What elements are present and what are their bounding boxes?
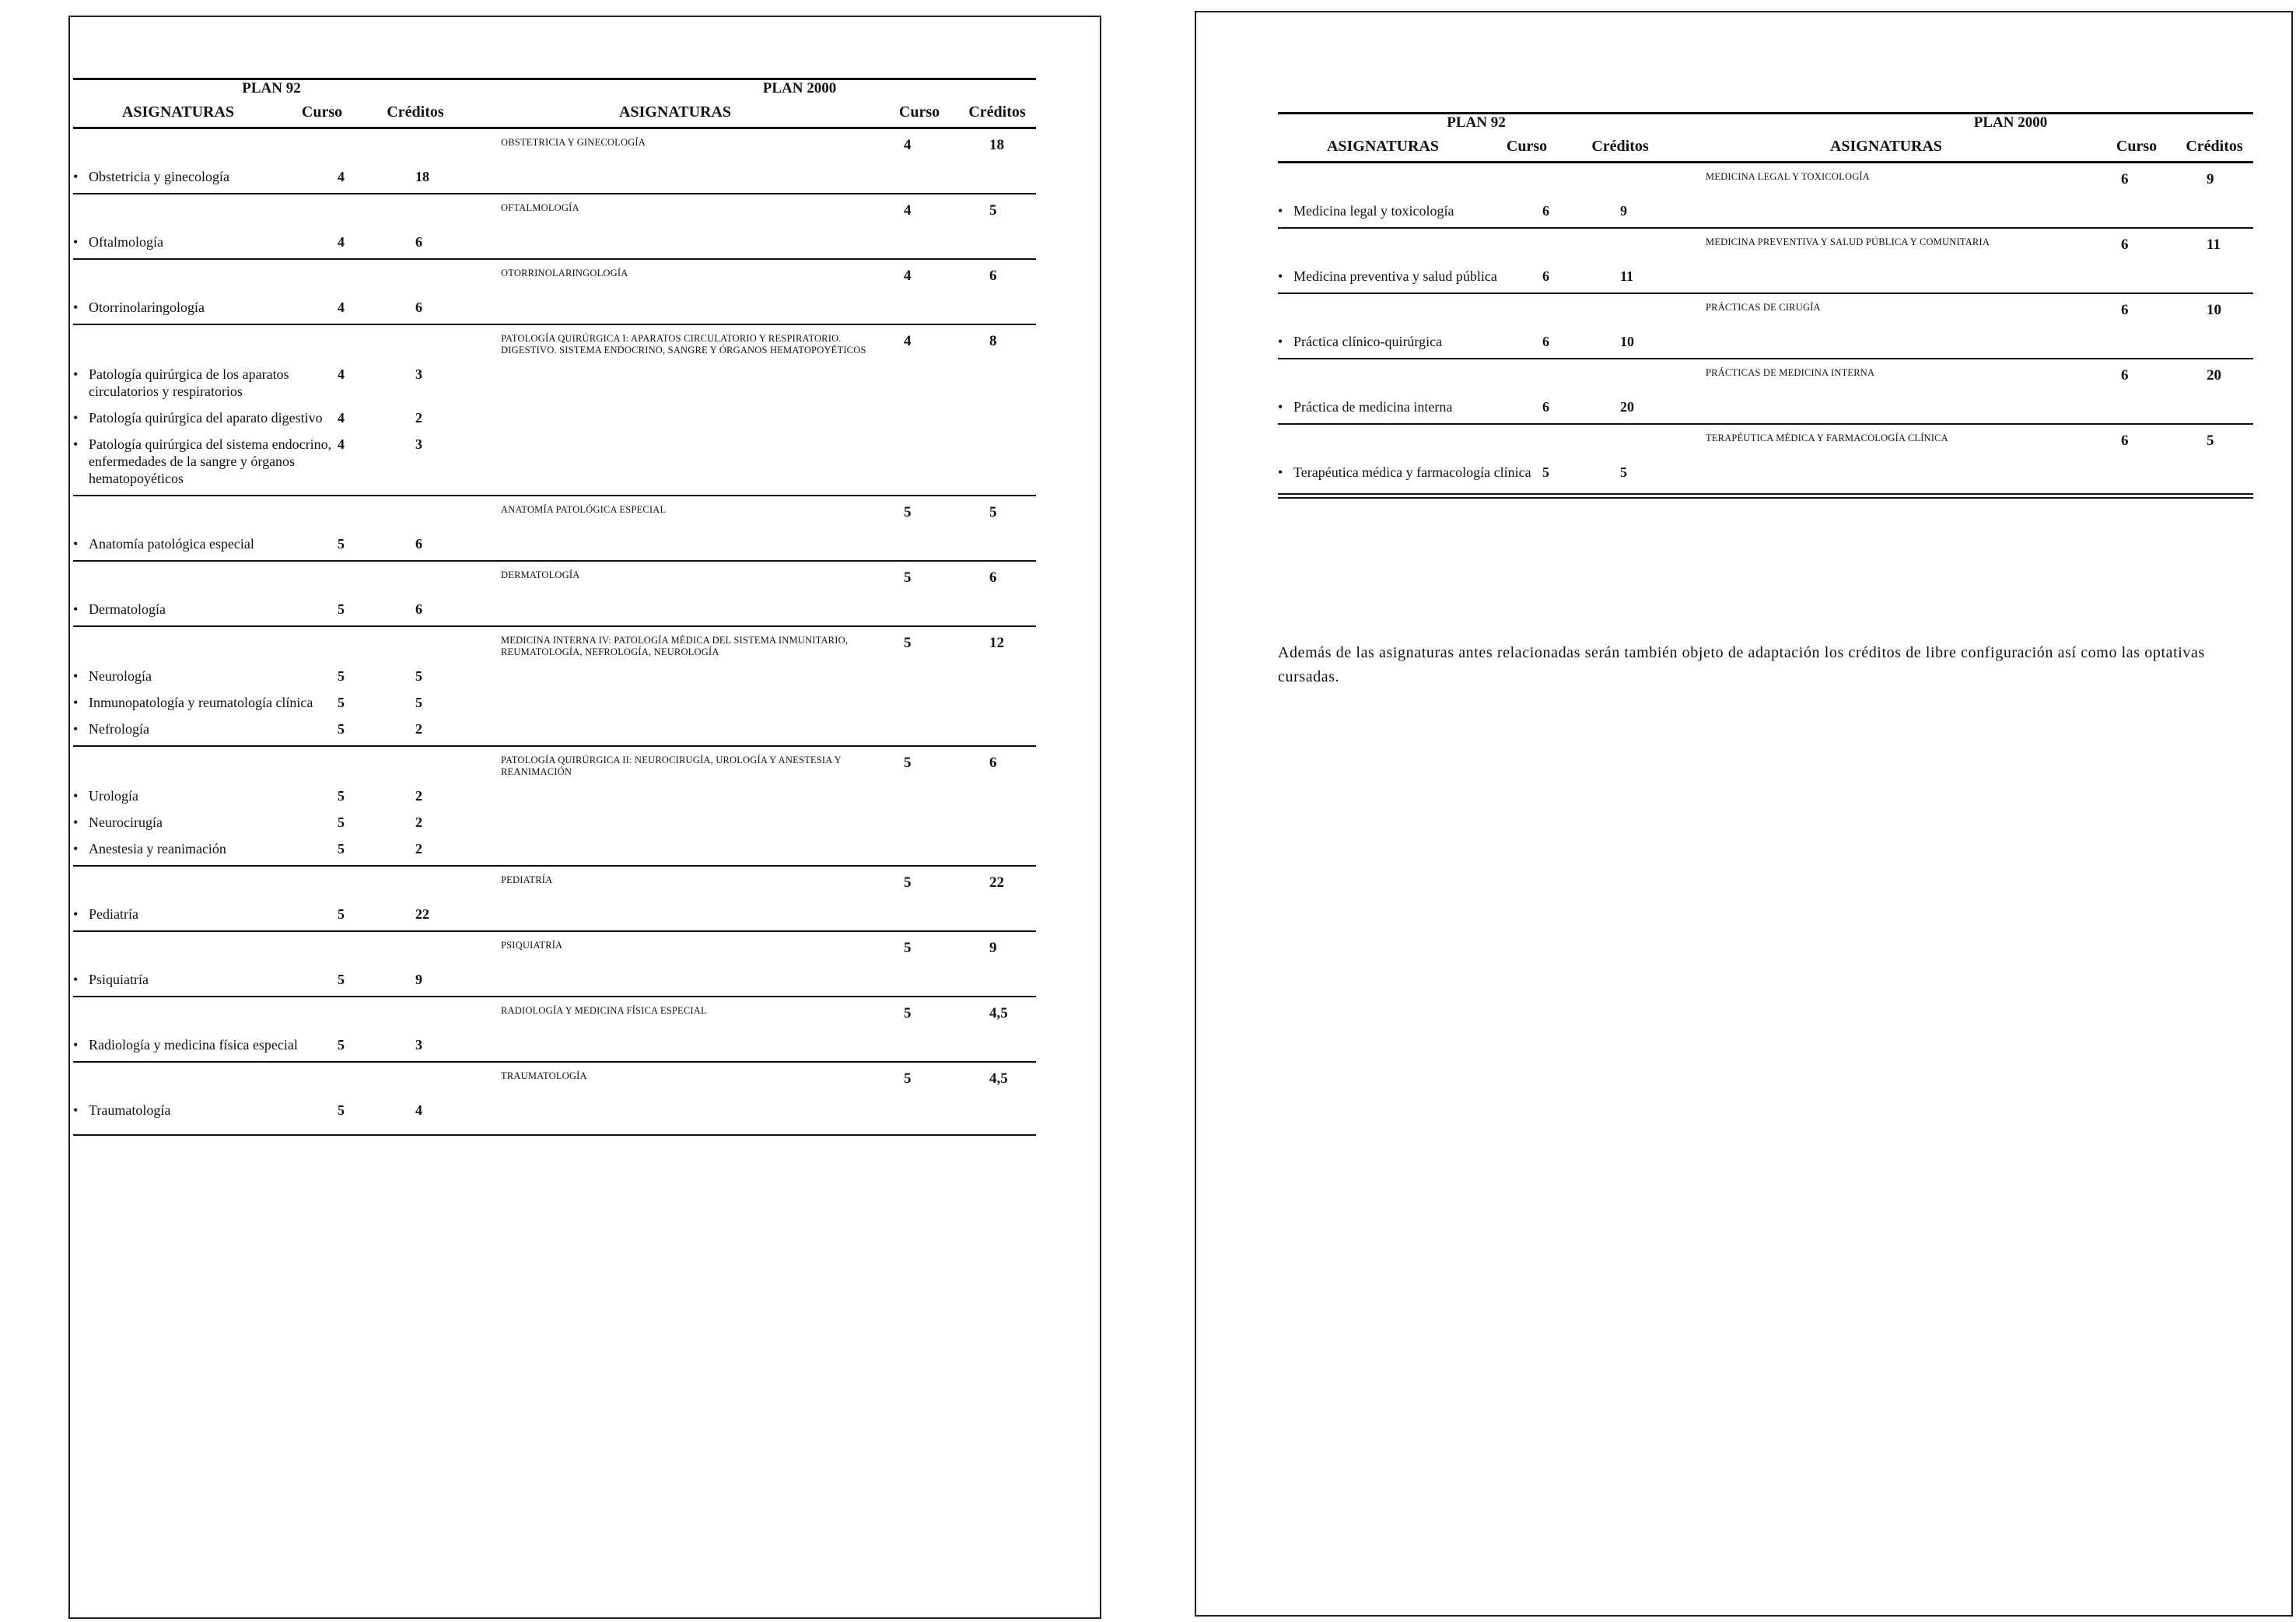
- plan92-rows: [1278, 333, 2253, 358]
- subject-group: [73, 129, 1036, 193]
- plan2000-curso: 6: [2121, 302, 2129, 318]
- bullet-icon: •: [73, 788, 79, 804]
- plan2000-subject-row: [1278, 294, 2253, 324]
- subject-group: [73, 193, 1036, 258]
- plan92-subject-row: [73, 601, 1036, 618]
- plan92-subject: Inmunopatología y reumatología clínica: [89, 695, 313, 710]
- table-header: [73, 78, 1036, 129]
- plan92-creditos: 5: [415, 695, 422, 710]
- bullet-icon: •: [1278, 268, 1283, 284]
- subject-group: [73, 865, 1036, 930]
- plan2000-subject: PEDIATRÍA: [501, 874, 553, 885]
- plan92-subject: Práctica de medicina interna: [1293, 399, 1453, 415]
- left-page: [68, 16, 1101, 1619]
- bullet-icon: •: [73, 1102, 79, 1118]
- plan92-subject: Medicina legal y toxicología: [1293, 203, 1454, 219]
- subject-group: [73, 930, 1036, 996]
- plan2000-subject-row: [73, 325, 1036, 356]
- plan92-creditos: 2: [415, 410, 422, 426]
- bullet-icon: •: [73, 972, 79, 987]
- subject-group: [1278, 293, 2253, 358]
- plan92-subject-row: [73, 299, 1036, 316]
- blank-cell: [73, 333, 501, 356]
- plan92-subject: Urología: [89, 788, 138, 804]
- right-groups: [1278, 163, 2253, 489]
- bullet-icon: •: [1278, 464, 1283, 480]
- plan92-curso: 5: [338, 815, 345, 830]
- plan92-creditos: 9: [415, 972, 422, 987]
- plan92-creditos: 6: [415, 601, 422, 617]
- plan92-subject-row: [73, 409, 1036, 426]
- plan92-creditos: 2: [415, 815, 422, 830]
- plan92-rows: [1278, 464, 2253, 489]
- bullet-icon: •: [73, 1037, 79, 1053]
- plan92-subject: Dermatología: [89, 601, 166, 617]
- plan92-subject: Obstetricia y ginecología: [89, 169, 229, 184]
- subject-group: [73, 625, 1036, 745]
- plan2000-curso: 4: [904, 137, 912, 153]
- plan92-curso: 4: [338, 169, 345, 184]
- plan2000-subject-row: [73, 1063, 1036, 1092]
- plan2000-subject: PSIQUIATRÍA: [501, 940, 563, 951]
- plan92-curso: 5: [338, 1102, 345, 1118]
- plan2000-creditos: 5: [2207, 433, 2214, 449]
- plan92-rows: [1278, 202, 2253, 227]
- subject-group: [73, 745, 1036, 865]
- bullet-icon: •: [1278, 334, 1283, 349]
- plan92-curso: 5: [338, 788, 345, 804]
- plan92-subject: Terapéutica médica y farmacología clínica: [1293, 464, 1531, 480]
- plan92-subject-row: [1278, 398, 2253, 415]
- plan92-rows: [1278, 398, 2253, 423]
- plan2000-subject: MEDICINA PREVENTIVA Y SALUD PÚBLICA Y COMUNITARIA: [1706, 236, 1990, 247]
- blank-cell: [1278, 367, 1706, 389]
- bullet-icon: •: [73, 300, 79, 315]
- blank-cell: [1278, 236, 1706, 258]
- plan2000-subject-row: [1278, 425, 2253, 454]
- plan92-rows: [73, 667, 1036, 745]
- table-end-rule-2: [1278, 497, 2253, 499]
- bullet-icon: •: [73, 668, 79, 684]
- plan92-creditos: 3: [415, 1037, 422, 1053]
- plan2000-curso: 6: [2121, 433, 2129, 449]
- plan92-subject-row: [1278, 202, 2253, 219]
- plan92-subject: Neurocirugía: [89, 815, 163, 830]
- plan2000-subject: TRAUMATOLOGÍA: [501, 1070, 587, 1081]
- plan92-curso: 6: [1542, 203, 1549, 219]
- plan92-curso: 6: [1542, 399, 1549, 415]
- bullet-icon: •: [73, 536, 79, 552]
- plan2000-curso: 5: [904, 874, 912, 891]
- subject-group: [1278, 163, 2253, 227]
- adaptation-note: Además de las asignaturas antes relacionadas serán también objeto de adaptación los créditos de libre configuración así como las optativas cursadas.: [1278, 644, 2205, 685]
- plan2000-subject: PRÁCTICAS DE CIRUGÍA: [1706, 302, 1821, 313]
- plan2000-subject-row: [73, 997, 1036, 1027]
- plan92-subject-row: [73, 840, 1036, 857]
- plan92-curso: 5: [338, 841, 345, 857]
- bullet-icon: •: [73, 841, 79, 857]
- bullet-icon: •: [1278, 203, 1283, 219]
- plan92-curso: 6: [1542, 334, 1549, 349]
- plan92-subject-row: [73, 233, 1036, 250]
- plan92-creditos: 22: [415, 906, 429, 922]
- plan92-subject: Otorrinolaringología: [89, 300, 205, 315]
- plan2000-subject-row: [1278, 229, 2253, 258]
- plan2000-creditos: 22: [989, 874, 1004, 891]
- plan2000-curso: 4: [904, 268, 912, 284]
- plan2000-subject-row: [73, 562, 1036, 591]
- plan2000-creditos: 11: [2207, 236, 2221, 253]
- plan92-subject: Práctica clínico-quirúrgica: [1293, 334, 1443, 349]
- plan2000-creditos: 9: [989, 940, 997, 956]
- plan92-subject-row: [1278, 333, 2253, 350]
- blank-cell: [73, 137, 501, 159]
- plan92-subject: Patología quirúrgica de los aparatos circulatorios y respiratorios: [89, 366, 289, 399]
- plan92-subject-row: [73, 787, 1036, 804]
- plan2000-subject-row: [73, 747, 1036, 778]
- plan2000-curso: 5: [904, 940, 912, 956]
- plan92-creditos: 5: [1620, 464, 1627, 480]
- plan2000-subject-row: [73, 260, 1036, 289]
- plan92-curso: 4: [338, 410, 345, 426]
- plan92-creditos: 2: [415, 788, 422, 804]
- plan2000-subject: PRÁCTICAS DE MEDICINA INTERNA: [1706, 367, 1875, 378]
- asignaturas-heading-2000: ASIGNATURAS: [1829, 137, 1943, 155]
- subject-group: [73, 1061, 1036, 1126]
- plan92-subject: Psiquiatría: [89, 972, 149, 987]
- plan92-creditos: 4: [415, 1102, 422, 1118]
- plan92-subject-row: [73, 667, 1036, 685]
- plan2000-subject: OFTALMOLOGÍA: [501, 202, 579, 213]
- plan92-creditos: 6: [415, 300, 422, 315]
- curso-heading-2000: Curso: [2116, 137, 2158, 155]
- plan92-subject: Anatomía patológica especial: [89, 536, 254, 552]
- plan2000-creditos: 5: [989, 504, 997, 520]
- plan92-curso: 5: [338, 668, 345, 684]
- bullet-icon: •: [73, 366, 79, 382]
- plan2000-creditos: 4,5: [989, 1005, 1008, 1021]
- plan92-rows: [73, 1102, 1036, 1126]
- plan92-curso: 5: [338, 721, 345, 737]
- blank-cell: [73, 755, 501, 778]
- plan92-creditos: 11: [1620, 268, 1634, 284]
- plan92-subject: Nefrología: [89, 721, 149, 737]
- plan2000-heading: PLAN 2000: [1973, 114, 2048, 131]
- bullet-icon: •: [73, 601, 79, 617]
- creditos-heading-2000: Créditos: [2186, 137, 2243, 155]
- adaptation-table-right: [1278, 112, 2253, 499]
- right-page: [1195, 11, 2293, 1617]
- plan92-creditos: 3: [415, 366, 422, 382]
- adaptation-table-left: [73, 78, 1036, 1136]
- plan2000-creditos: 9: [2207, 171, 2214, 187]
- plan92-subject: Traumatología: [89, 1102, 171, 1118]
- subject-group: [1278, 358, 2253, 423]
- plan92-rows: [73, 1036, 1036, 1061]
- blank-cell: [73, 1070, 501, 1092]
- plan2000-subject: DERMATOLOGÍA: [501, 569, 580, 580]
- curso-heading: Curso: [1506, 137, 1548, 155]
- plan92-rows: [73, 366, 1036, 495]
- plan2000-subject-row: [1278, 163, 2253, 193]
- plan2000-subject-row: [73, 496, 1036, 526]
- plan92-curso: 4: [338, 234, 345, 250]
- plan92-rows: [73, 787, 1036, 865]
- plan92-subject: Anestesia y reanimación: [89, 841, 226, 857]
- plan2000-creditos: 20: [2207, 367, 2221, 384]
- plan92-creditos: 5: [415, 668, 422, 684]
- plan2000-creditos: 6: [989, 569, 997, 586]
- plan2000-subject: ANATOMÍA PATOLÓGICA ESPECIAL: [501, 504, 667, 515]
- plan92-creditos: 6: [415, 234, 422, 250]
- subject-group: [1278, 227, 2253, 293]
- plan2000-curso: 5: [904, 569, 912, 586]
- plan92-subject: Patología quirúrgica del aparato digestivo: [89, 410, 323, 426]
- plan2000-creditos: 5: [989, 202, 997, 219]
- subject-group: [73, 495, 1036, 560]
- blank-cell: [73, 268, 501, 289]
- asignaturas-heading-2000: ASIGNATURAS: [618, 103, 732, 121]
- bullet-icon: •: [73, 436, 79, 452]
- table-end-rule: [73, 1134, 1036, 1136]
- bullet-icon: •: [73, 169, 79, 184]
- subject-group: [73, 258, 1036, 324]
- plan2000-curso: 6: [2121, 367, 2129, 384]
- plan92-rows: [73, 906, 1036, 930]
- plan92-curso: 5: [338, 1037, 345, 1053]
- blank-cell: [73, 202, 501, 224]
- plan2000-creditos: 6: [989, 268, 997, 284]
- plan92-subject: Neurología: [89, 668, 152, 684]
- plan92-rows: [1278, 268, 2253, 293]
- plan92-subject: Patología quirúrgica del sistema endocrino, enfermedades de la sangre y órganos hematopoyéticos: [89, 436, 332, 486]
- plan92-rows: [73, 299, 1036, 324]
- curso-heading-2000: Curso: [898, 103, 940, 121]
- plan92-curso: 5: [338, 906, 345, 922]
- plan92-creditos: 2: [415, 721, 422, 737]
- plan2000-subject: PATOLOGÍA QUIRÚRGICA I: APARATOS CIRCULATORIO Y RESPIRATORIO. DIGESTIVO. SISTEMA ENDOCRINO, SANGRE Y ÓRGANOS HEMATOPOYÉTICOS: [501, 333, 866, 356]
- bullet-icon: •: [73, 906, 79, 922]
- blank-cell: [73, 940, 501, 962]
- plan92-curso: 5: [338, 695, 345, 710]
- plan92-rows: [73, 168, 1036, 193]
- plan2000-creditos: 10: [2207, 302, 2221, 318]
- plan2000-subject-row: [1278, 359, 2253, 389]
- plan92-curso: 5: [1542, 464, 1549, 480]
- plan2000-subject: PATOLOGÍA QUIRÚRGICA II: NEUROCIRUGÍA, UROLOGÍA Y ANESTESIA Y REANIMACIÓN: [501, 755, 842, 777]
- asignaturas-heading: ASIGNATURAS: [1326, 137, 1440, 155]
- table-header: [1278, 112, 2253, 163]
- plan2000-subject: MEDICINA INTERNA IV: PATOLOGÍA MÉDICA DEL SISTEMA INMUNITARIO, REUMATOLOGÍA, NEFROLOGÍA, NEUROLOGÍA: [501, 635, 849, 657]
- plan2000-curso: 6: [2121, 236, 2129, 253]
- plan92-subject-row: [73, 720, 1036, 737]
- table-end-rule: [1278, 493, 2253, 495]
- left-groups: [73, 129, 1036, 1126]
- plan92-subject: Radiología y medicina física especial: [89, 1037, 298, 1053]
- plan2000-creditos: 4,5: [989, 1070, 1008, 1087]
- plan92-curso: 4: [338, 436, 345, 452]
- subject-group: [73, 324, 1036, 495]
- bullet-icon: •: [73, 695, 79, 710]
- plan2000-creditos: 6: [989, 755, 997, 771]
- plan2000-subject-row: [73, 627, 1036, 658]
- curso-heading: Curso: [301, 103, 343, 121]
- plan92-subject-row: [73, 694, 1036, 711]
- plan92-curso: 5: [338, 972, 345, 987]
- plan92-subject-row: [73, 971, 1036, 988]
- subject-group: [73, 560, 1036, 625]
- plan2000-curso: 5: [904, 1070, 912, 1087]
- plan2000-subject: OTORRINOLARINGOLOGÍA: [501, 268, 628, 279]
- blank-cell: [1278, 302, 1706, 324]
- plan92-rows: [73, 971, 1036, 996]
- blank-cell: [1278, 433, 1706, 454]
- asignaturas-heading: ASIGNATURAS: [121, 103, 235, 121]
- plan92-subject-row: [73, 436, 1036, 487]
- plan2000-curso: 5: [904, 755, 912, 771]
- plan92-subject-row: [1278, 464, 2253, 481]
- plan92-subject-row: [1278, 268, 2253, 285]
- plan92-heading: PLAN 92: [242, 80, 301, 96]
- plan2000-creditos: 18: [989, 137, 1004, 153]
- blank-cell: [73, 1005, 501, 1027]
- plan2000-subject-row: [73, 867, 1036, 896]
- blank-cell: [73, 874, 501, 896]
- plan92-creditos: 2: [415, 841, 422, 857]
- plan2000-subject-row: [73, 932, 1036, 962]
- plan92-creditos: 18: [415, 169, 429, 184]
- plan92-creditos: 6: [415, 536, 422, 552]
- bullet-icon: •: [73, 815, 79, 830]
- plan92-heading: PLAN 92: [1447, 114, 1506, 131]
- plan2000-subject: RADIOLOGÍA Y MEDICINA FÍSICA ESPECIAL: [501, 1005, 707, 1016]
- plan92-curso: 4: [338, 300, 345, 315]
- creditos-heading-2000: Créditos: [968, 103, 1026, 121]
- plan92-subject-row: [73, 1102, 1036, 1119]
- bullet-icon: •: [73, 721, 79, 737]
- plan2000-creditos: 12: [989, 635, 1004, 651]
- plan92-subject: Pediatría: [89, 906, 138, 922]
- plan92-creditos: 10: [1620, 334, 1634, 349]
- plan2000-curso: 6: [2121, 171, 2129, 187]
- bullet-icon: •: [1278, 399, 1283, 415]
- plan92-rows: [73, 535, 1036, 560]
- plan2000-curso: 4: [904, 333, 912, 349]
- plan92-curso: 5: [338, 536, 345, 552]
- creditos-heading: Créditos: [1591, 137, 1649, 155]
- blank-cell: [73, 569, 501, 591]
- plan92-subject-row: [73, 1036, 1036, 1053]
- plan2000-curso: 5: [904, 1005, 912, 1021]
- plan92-creditos: 3: [415, 436, 422, 452]
- blank-cell: [1278, 171, 1706, 193]
- plan92-subject-row: [73, 814, 1036, 831]
- plan92-creditos: 9: [1620, 203, 1627, 219]
- plan92-rows: [73, 601, 1036, 625]
- plan92-rows: [73, 233, 1036, 258]
- plan2000-subject: OBSTETRICIA Y GINECOLOGÍA: [501, 137, 646, 148]
- bullet-icon: •: [73, 410, 79, 426]
- plan2000-subject: TERAPÉUTICA MÉDICA Y FARMACOLOGÍA CLÍNICA: [1706, 433, 1948, 443]
- subject-group: [1278, 423, 2253, 489]
- plan2000-subject-row: [73, 129, 1036, 159]
- creditos-heading: Créditos: [387, 103, 444, 121]
- plan92-subject-row: [73, 906, 1036, 923]
- blank-cell: [73, 504, 501, 526]
- plan2000-curso: 4: [904, 202, 912, 219]
- plan92-subject-row: [73, 535, 1036, 552]
- plan92-creditos: 20: [1620, 399, 1634, 415]
- plan92-subject: Oftalmología: [89, 234, 163, 250]
- subject-group: [73, 996, 1036, 1061]
- plan2000-curso: 5: [904, 635, 912, 651]
- plan92-curso: 6: [1542, 268, 1549, 284]
- plan2000-curso: 5: [904, 504, 912, 520]
- plan92-subject: Medicina preventiva y salud pública: [1293, 268, 1497, 284]
- plan92-curso: 4: [338, 366, 345, 382]
- plan92-curso: 5: [338, 601, 345, 617]
- plan2000-creditos: 8: [989, 333, 997, 349]
- blank-cell: [73, 635, 501, 658]
- plan2000-subject-row: [73, 194, 1036, 224]
- plan92-subject-row: [73, 366, 1036, 400]
- plan2000-subject: MEDICINA LEGAL Y TOXICOLOGÍA: [1706, 171, 1871, 182]
- plan2000-heading: PLAN 2000: [762, 80, 837, 96]
- bullet-icon: •: [73, 234, 79, 250]
- plan92-subject-row: [73, 168, 1036, 185]
